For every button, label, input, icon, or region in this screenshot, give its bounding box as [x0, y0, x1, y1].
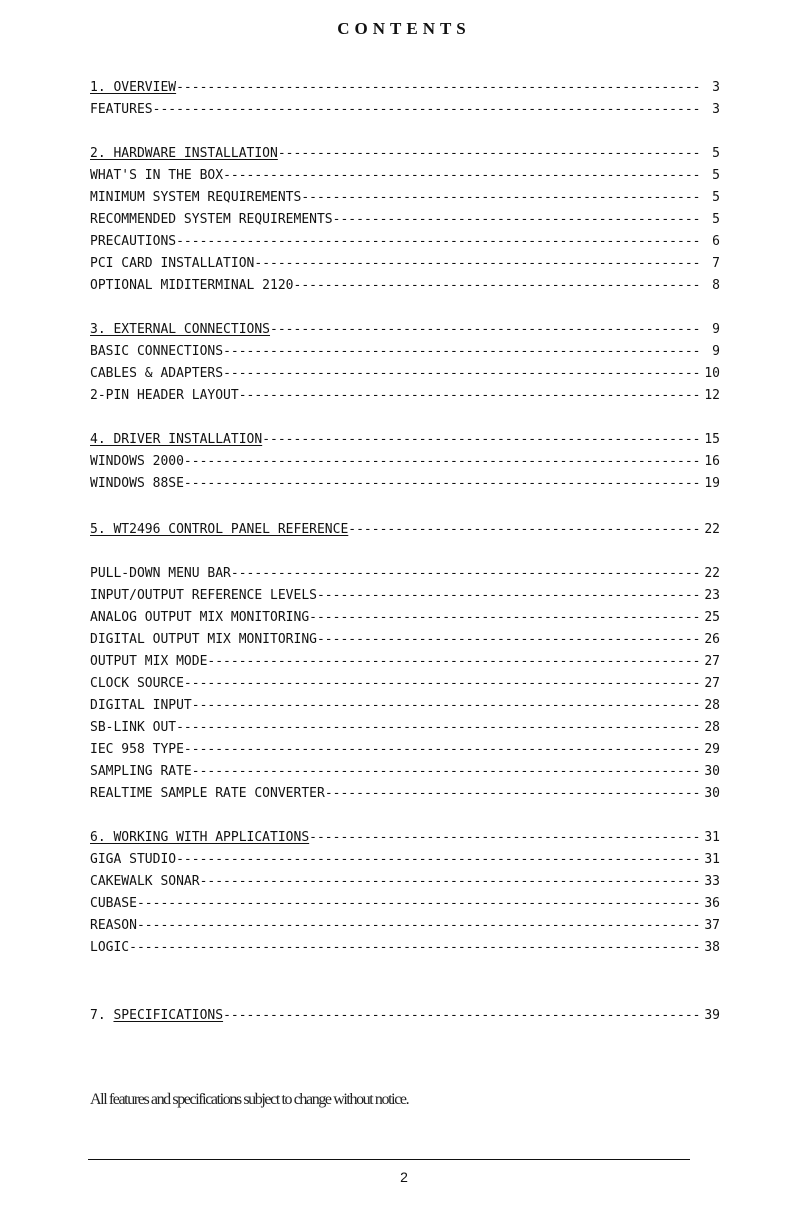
toc-entry-label: 4. DRIVER INSTALLATION: [90, 432, 263, 447]
toc-entry-page: 38: [704, 940, 720, 955]
toc-entry-page: 7: [712, 256, 720, 271]
toc-entry-label: SB-LINK OUT: [90, 720, 177, 735]
toc-entry: [90, 100, 720, 120]
toc-entry: [90, 828, 720, 848]
toc-leader: [184, 474, 700, 494]
toc-entry-label: WHAT'S IN THE BOX: [90, 168, 224, 183]
toc-entry-page: 31: [704, 852, 720, 867]
toc-entry: [90, 608, 720, 628]
toc-leader: [317, 630, 700, 650]
toc-leader: [192, 762, 700, 782]
toc-leader: [270, 320, 700, 340]
toc-entry-page: 5: [712, 190, 720, 205]
toc-entry-page: 25: [704, 610, 720, 625]
toc-entry-label: RECOMMENDED SYSTEM REQUIREMENTS: [90, 212, 333, 227]
toc-entry-label: CUBASE: [90, 896, 137, 911]
toc-entry: [90, 652, 720, 672]
toc-entry-page: 36: [704, 896, 720, 911]
toc-entry-page: 19: [704, 476, 720, 491]
toc-entry: [90, 916, 720, 936]
toc-entry: [90, 276, 720, 296]
notice-text: All features and specifications subject to change without notice.: [90, 1091, 409, 1108]
toc-entry-label: REASON: [90, 918, 137, 933]
toc-leader: [192, 696, 700, 716]
toc-leader: [184, 740, 700, 760]
toc-entry-label: OPTIONAL MIDITERMINAL 2120: [90, 278, 294, 293]
toc-entry: [90, 78, 720, 98]
toc-leader: [176, 232, 700, 252]
toc-entry-page: 3: [712, 80, 720, 95]
toc-leader: [176, 718, 700, 738]
toc-entry: [90, 210, 720, 230]
page-title: CONTENTS: [337, 19, 471, 38]
toc-entry-page: 6: [712, 234, 720, 249]
toc-entry: [90, 872, 720, 892]
toc-entry-page: 9: [712, 344, 720, 359]
toc-leader: [207, 652, 700, 672]
toc-leader: [223, 166, 700, 186]
toc-entry-page: 8: [712, 278, 720, 293]
toc-entry-page: 39: [704, 1008, 720, 1023]
toc-entry-page: 15: [704, 432, 720, 447]
toc-entry-page: 3: [712, 102, 720, 117]
toc-entry-number: 7.: [90, 1008, 114, 1023]
toc-entry-label: SPECIFICATIONS: [113, 1008, 224, 1023]
toc-entry: [90, 520, 720, 540]
toc-entry: [90, 674, 720, 694]
toc-leader: [223, 342, 700, 362]
toc-entry-page: 12: [704, 388, 720, 403]
toc-entry: [90, 938, 720, 958]
toc-entry-label: LOGIC: [90, 940, 130, 955]
toc-entry-label: PULL-DOWN MENU BAR: [90, 566, 231, 581]
toc-entry-page: 30: [704, 764, 720, 779]
toc-entry-page: 28: [704, 698, 720, 713]
toc-entry: [90, 188, 720, 208]
toc-entry-page: 22: [704, 522, 720, 537]
toc-entry: [90, 364, 720, 384]
toc-leader: [153, 100, 700, 120]
toc-leader: [254, 254, 700, 274]
toc-entry-page: 37: [704, 918, 720, 933]
toc-entry-page: 26: [704, 632, 720, 647]
toc-leader: [231, 564, 700, 584]
toc-entry: [90, 740, 720, 760]
toc-leader: [278, 144, 700, 164]
toc-entry: [90, 850, 720, 870]
toc-entry-label: WINDOWS 2000: [90, 454, 184, 469]
toc-entry-label: CABLES & ADAPTERS: [90, 366, 224, 381]
toc-entry-page: 27: [704, 654, 720, 669]
toc-entry-page: 30: [704, 786, 720, 801]
toc-entry-page: 23: [704, 588, 720, 603]
toc-leader: [176, 78, 700, 98]
toc-entry-label: IEC 958 TYPE: [90, 742, 184, 757]
toc-leader: [137, 916, 700, 936]
toc-entry: [90, 762, 720, 782]
toc-entry-label: REALTIME SAMPLE RATE CONVERTER: [90, 786, 325, 801]
toc-leader: [223, 364, 700, 384]
toc-leader: [137, 894, 700, 914]
toc-entry: [90, 630, 720, 650]
toc-entry-label: PCI CARD INSTALLATION: [90, 256, 255, 271]
toc-entry: [90, 166, 720, 186]
toc-entry-page: 5: [712, 212, 720, 227]
toc-entry: [90, 894, 720, 914]
toc-entry-page: 31: [704, 830, 720, 845]
toc-entry: [90, 342, 720, 362]
toc-entry-label: MINIMUM SYSTEM REQUIREMENTS: [90, 190, 302, 205]
toc-entry-label: 3. EXTERNAL CONNECTIONS: [90, 322, 271, 337]
toc-leader: [333, 210, 700, 230]
toc-entry-page: 33: [704, 874, 720, 889]
toc-entry: [90, 144, 720, 164]
toc-entry-label: PRECAUTIONS: [90, 234, 177, 249]
footer-rule: [88, 1159, 690, 1160]
toc-entry-label: 2. HARDWARE INSTALLATION: [90, 146, 278, 161]
toc-leader: [348, 520, 700, 540]
toc-entry-label: SAMPLING RATE: [90, 764, 192, 779]
toc-entry-label: CLOCK SOURCE: [90, 676, 184, 691]
toc-entry: [90, 474, 720, 494]
toc-entry-page: 29: [704, 742, 720, 757]
toc-leader: [239, 386, 700, 406]
toc-entry: [90, 254, 720, 274]
toc-entry: [90, 696, 720, 716]
toc-leader: [309, 828, 700, 848]
toc-leader: [294, 276, 701, 296]
toc-leader: [301, 188, 700, 208]
toc-entry: [90, 232, 720, 252]
toc-entry-label: GIGA STUDIO: [90, 852, 177, 867]
toc-entry: [90, 1006, 720, 1026]
toc-entry: [90, 430, 720, 450]
page-number: 2: [400, 1169, 408, 1185]
toc-entry-page: 27: [704, 676, 720, 691]
toc-entry: [90, 586, 720, 606]
toc-leader: [200, 872, 700, 892]
toc-entry: [90, 386, 720, 406]
toc-entry: [90, 452, 720, 472]
toc-leader: [262, 430, 700, 450]
toc-leader: [325, 784, 700, 804]
toc-entry-label: 6. WORKING WITH APPLICATIONS: [90, 830, 310, 845]
toc-entry-page: 5: [712, 168, 720, 183]
toc-entry-label: OUTPUT MIX MODE: [90, 654, 208, 669]
toc-entry-page: 10: [704, 366, 720, 381]
toc-leader: [223, 1006, 700, 1026]
toc-entry-page: 28: [704, 720, 720, 735]
toc-entry-label: 1. OVERVIEW: [90, 80, 177, 95]
toc-leader: [176, 850, 700, 870]
toc-entry-label: WINDOWS 88SE: [90, 476, 184, 491]
toc-entry: [90, 564, 720, 584]
toc-leader: [317, 586, 700, 606]
toc-leader: [184, 674, 700, 694]
toc-entry-label: DIGITAL OUTPUT MIX MONITORING: [90, 632, 317, 647]
toc-entry-page: 5: [712, 146, 720, 161]
toc-entry-label: 5. WT2496 CONTROL PANEL REFERENCE: [90, 522, 349, 537]
toc-entry-label: ANALOG OUTPUT MIX MONITORING: [90, 610, 310, 625]
toc-leader: [184, 452, 700, 472]
toc-leader: [309, 608, 700, 628]
toc-entry-label: 2-PIN HEADER LAYOUT: [90, 388, 239, 403]
toc-entry-label: INPUT/OUTPUT REFERENCE LEVELS: [90, 588, 317, 603]
toc-entry-label: CAKEWALK SONAR: [90, 874, 200, 889]
toc-entry-label: DIGITAL INPUT: [90, 698, 192, 713]
toc-entry-page: 16: [704, 454, 720, 469]
toc-entry-label: FEATURES: [90, 102, 153, 117]
toc-entry-page: 9: [712, 322, 720, 337]
toc-entry: [90, 784, 720, 804]
toc-leader: [129, 938, 700, 958]
toc-entry-label: BASIC CONNECTIONS: [90, 344, 224, 359]
toc-entry: [90, 718, 720, 738]
toc-entry-page: 22: [704, 566, 720, 581]
toc-entry: [90, 320, 720, 340]
